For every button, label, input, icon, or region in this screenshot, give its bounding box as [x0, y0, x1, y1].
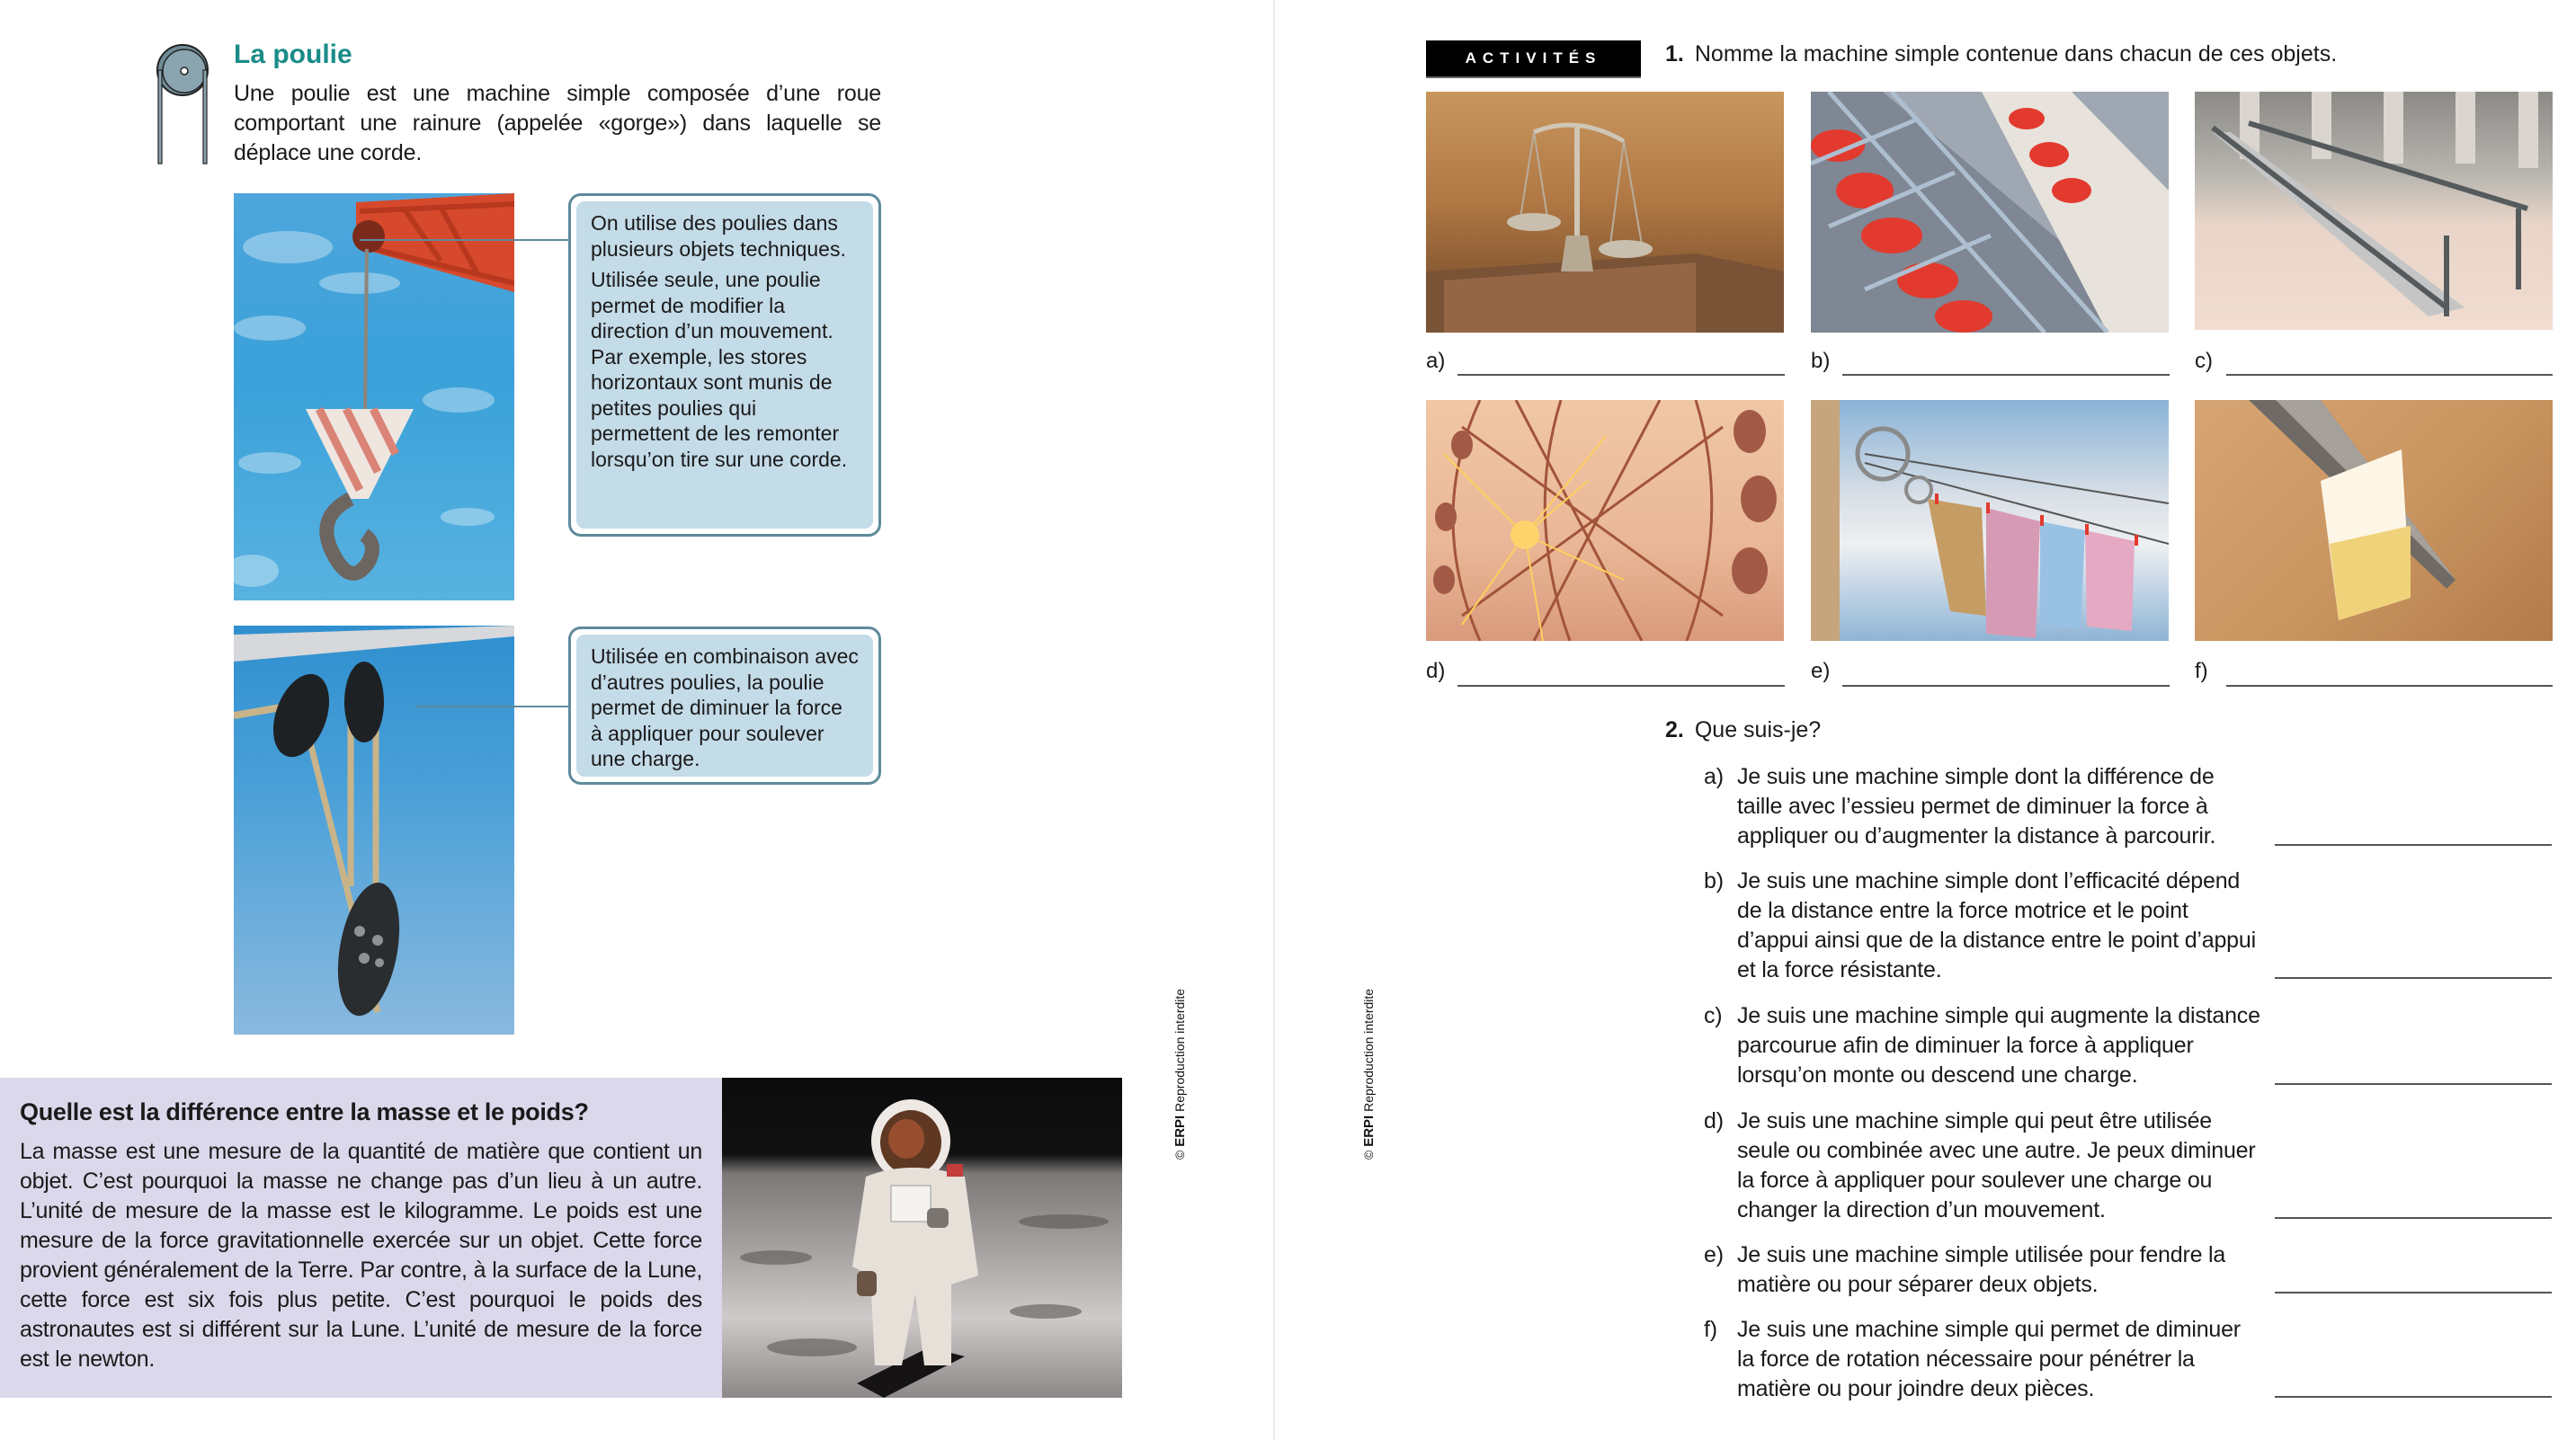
- callout-combined-pulleys: [568, 627, 881, 785]
- answer-line-2c[interactable]: [2275, 1083, 2552, 1085]
- answer-line-f[interactable]: [2226, 685, 2553, 687]
- answer-line-2b[interactable]: [2275, 977, 2552, 979]
- callout-leader-line: [415, 706, 568, 707]
- callout-text: Utilisée en combinaison avec d’autres poulies, la poulie permet de diminuer la force à appliquer pour soulever une charge.: [591, 644, 859, 770]
- clothesline-pulley-photo: [1811, 400, 2169, 641]
- sub-question-e: e) Je suis une machine simple utilisée pour fendre la matière ou pour séparer deux objets.: [1704, 1242, 2226, 1297]
- scales-of-justice-photo: [1426, 92, 1784, 333]
- callout-leader-line: [360, 239, 568, 241]
- copyright-notice: © ERPI Reproduction interdite: [1361, 988, 1377, 1160]
- question-number: 2.: [1665, 717, 1684, 742]
- answer-line-2a[interactable]: [2275, 844, 2552, 846]
- callout-text: Utilisée seule, une poulie permet de modifier la direction d’un mouvement. Par exemple, les stores horizontaux sont munis de petites poulies qui permettent de les remonter lorsqu’on tire sur une corde.: [591, 268, 848, 471]
- answer-line-b[interactable]: [1842, 374, 2170, 376]
- question-2-heading: [1665, 717, 1821, 743]
- activities-badge: ACTIVITÉS: [1426, 40, 1641, 78]
- sub-question-f: f) Je suis une machine simple qui permet de diminuer la force de rotation nécessaire pour pénétrer la matière ou pour joindre deux pièces.: [1704, 1317, 2241, 1401]
- answer-line-2d[interactable]: [2275, 1217, 2552, 1219]
- page-gutter-divider: [1273, 0, 1275, 1440]
- copyright-notice: © ERPI Reproduction interdite: [1172, 988, 1188, 1160]
- sub-question-b: b) Je suis une machine simple dont l’efficacité dépend de la distance entre la force motrice et le point d’appui ainsi que de la distance entre le point d’appui et la force résistante.: [1704, 868, 2256, 982]
- astronaut-on-moon-photo: [722, 1078, 1122, 1398]
- mass-box-text: La masse est une mesure de la quantité de matière que contient un objet. C’est pourquoi la masse ne change pas d’un lieu à un autre. L’unité de mesure de la masse est le kilogramme. Le poids est une mesure de la force gravitationnelle exercée sur un objet. Cette force provient généralement de la Terre. Par contre, à la surface de la Lune, cette force est six fois plus petite. C’est pourquoi le poids des astronautes est si différent sur la Lune. L’unité de mesure de la force est le newton.: [20, 1139, 702, 1372]
- knife-cutting-cheese-photo: [2195, 400, 2553, 641]
- question-text: Nomme la machine simple contenue dans chacun de ces objets.: [1694, 41, 2338, 67]
- access-ramp-photo: [2195, 92, 2553, 330]
- intro-paragraph: Une poulie est une machine simple composée d’une roue comportant une rainure (appelée «gorge») dans laquelle se déplace une corde.: [234, 81, 881, 165]
- sub-question-d: d) Je suis une machine simple qui peut être utilisée seule ou combinée avec une autre. Je peux diminuer la force à appliquer pour soulever une charge ou changer la direction d’un mouvement.: [1704, 1108, 2256, 1222]
- question-text: Que suis-je?: [1694, 717, 1822, 742]
- sub-question-a: a) Je suis une machine simple dont la différence de taille avec l’essieu permet de diminuer la force à appliquer ou d’augmenter la distance à parcourir.: [1704, 764, 2216, 849]
- crane-hook-pulley-photo: [234, 193, 514, 600]
- answer-line-d[interactable]: [1457, 685, 1785, 687]
- answer-label: e): [1811, 659, 1831, 683]
- callout-single-pulley: [568, 193, 881, 537]
- answer-line-2f[interactable]: [2275, 1396, 2552, 1398]
- callout-text: On utilise des poulies dans plusieurs objets techniques.: [591, 211, 846, 261]
- answer-line-a[interactable]: [1457, 374, 1785, 376]
- sailing-block-pulleys-photo: [234, 626, 514, 1035]
- mass-box-title: Quelle est la différence entre la masse et le poids?: [20, 1098, 589, 1125]
- section-title: La poulie: [234, 40, 352, 69]
- pulley-icon: [155, 43, 210, 165]
- question-number: 1.: [1665, 41, 1684, 67]
- answer-label: f): [2195, 659, 2208, 683]
- answer-label: b): [1811, 349, 1831, 373]
- answer-label: a): [1426, 349, 1446, 373]
- archimedes-screw-photo: [1811, 92, 2169, 333]
- answer-line-c[interactable]: [2226, 374, 2553, 376]
- ferris-wheel-photo: [1426, 400, 1784, 641]
- question-1-heading: [1665, 41, 2337, 67]
- answer-line-2e[interactable]: [2275, 1292, 2552, 1293]
- mass-vs-weight-box: [0, 1078, 722, 1398]
- answer-line-e[interactable]: [1842, 685, 2170, 687]
- answer-label: d): [1426, 659, 1446, 683]
- sub-question-c: c) Je suis une machine simple qui augmente la distance parcourue afin de diminuer la force à appliquer lorsqu’on monte ou descend une charge.: [1704, 1003, 2260, 1088]
- answer-label: c): [2195, 349, 2213, 373]
